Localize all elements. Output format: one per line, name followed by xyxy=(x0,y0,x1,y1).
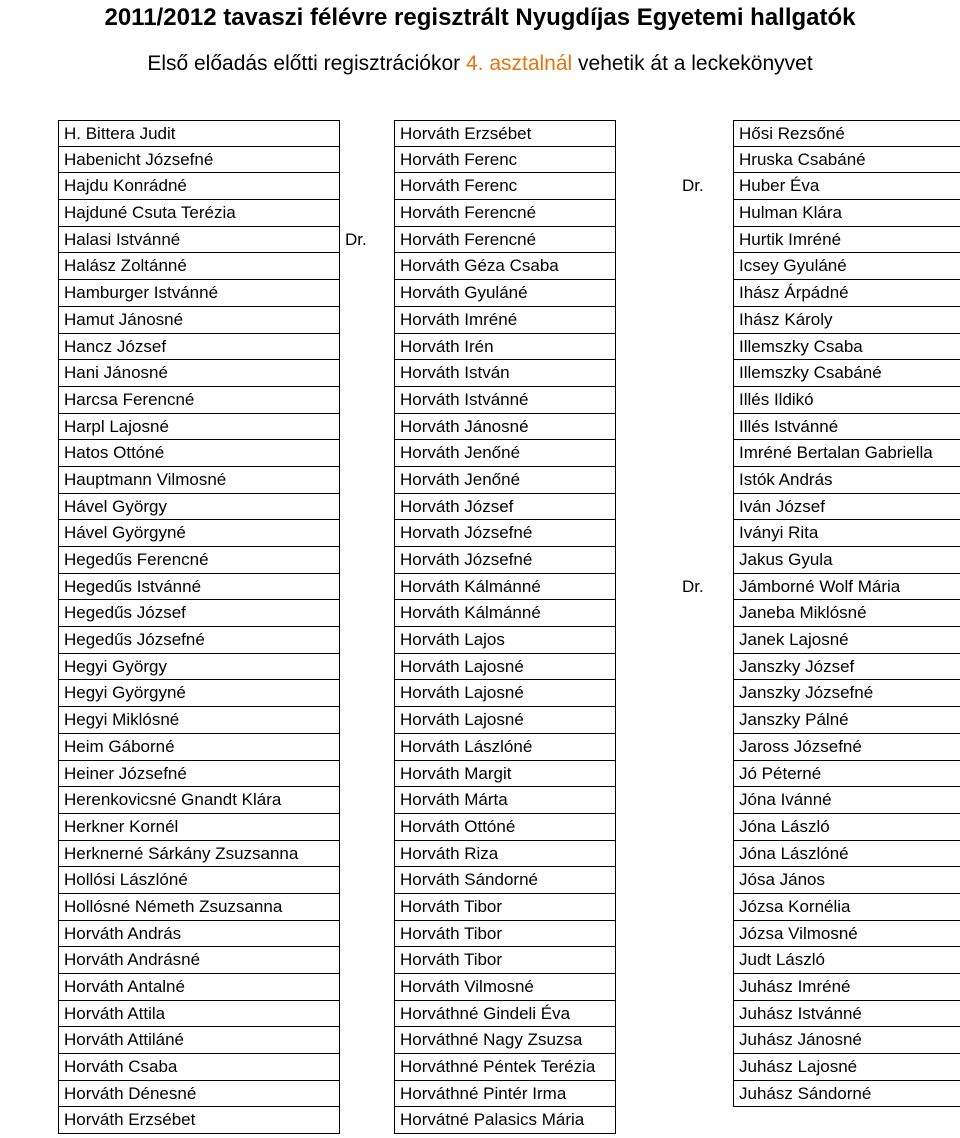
list-item: Horváth Ferenc xyxy=(394,173,616,200)
list-item: Horváth József xyxy=(394,494,616,521)
list-item: Horváth Erzsébet xyxy=(394,120,616,147)
list-item: Ihász Árpádné xyxy=(733,280,960,307)
list-item: Horváth Ottóné xyxy=(394,814,616,841)
list-item: Horváth Lajosné xyxy=(394,680,616,707)
list-item: Hajdu Konrádné xyxy=(58,173,340,200)
list-item: Janszky József xyxy=(733,654,960,681)
list-item: H. Bittera Judit xyxy=(58,120,340,147)
list-item: Jóna Ivánné xyxy=(733,787,960,814)
list-item: Horváth Tibor xyxy=(394,921,616,948)
list-item: Jóna Lászlóné xyxy=(733,841,960,868)
page-subtitle xyxy=(0,50,960,78)
list-item: Hegyi Györgyné xyxy=(58,680,340,707)
prefix-column-2 xyxy=(341,120,379,1136)
list-item: Horvátné Palasics Mária xyxy=(394,1107,616,1134)
list-item: Józsa Vilmosné xyxy=(733,921,960,948)
list-item: Jámborné Wolf Mária xyxy=(733,574,960,601)
list-item: Horváth Riza xyxy=(394,841,616,868)
title-prefix: Dr. xyxy=(682,176,704,196)
page-title: 2011/2012 tavaszi félévre regisztrált Nyugdíjas Egyetemi hallgatók xyxy=(104,4,856,31)
list-item: Hauptmann Vilmosné xyxy=(58,467,340,494)
list-item: Horvath Józsefné xyxy=(394,520,616,547)
list-item: Horváth Kálmánné xyxy=(394,574,616,601)
subtitle-highlight: 4. asztalnál xyxy=(465,52,573,75)
list-item: Jó Péterné xyxy=(733,761,960,788)
title-prefix: Dr. xyxy=(682,576,704,596)
list-item: Horváth Tibor xyxy=(394,947,616,974)
list-item: Hamut Jánosné xyxy=(58,307,340,334)
list-item: Horváth Vilmosné xyxy=(394,974,616,1001)
list-item: Heim Gáborné xyxy=(58,734,340,761)
list-item: Horváth Csaba xyxy=(58,1054,340,1081)
list-item: Huber Éva xyxy=(733,173,960,200)
name-list xyxy=(394,120,616,1134)
list-item: Imréné Bertalan Gabriella xyxy=(733,440,960,467)
list-item: Józsa Kornélia xyxy=(733,894,960,921)
list-item: Hegedűs Istvánné xyxy=(58,574,340,601)
subtitle-text-before: Első előadás előtti regisztrációkor xyxy=(147,52,466,75)
list-item: Horváth Irén xyxy=(394,334,616,361)
name-list xyxy=(58,120,340,1134)
list-item: Horváthné Pintér Irma xyxy=(394,1081,616,1108)
list-item: Horváth Attiláné xyxy=(58,1027,340,1054)
list-item: Horváth Kálmánné xyxy=(394,600,616,627)
list-item: Horváth Lajosné xyxy=(394,707,616,734)
list-item: Horváth István xyxy=(394,360,616,387)
list-item: Janeba Miklósné xyxy=(733,600,960,627)
list-item: Herenkovicsné Gnandt Klára xyxy=(58,787,340,814)
list-item: Hatos Ottóné xyxy=(58,440,340,467)
list-item: Hegedűs Józsefné xyxy=(58,627,340,654)
list-item: Hruska Csabáné xyxy=(733,147,960,174)
list-item: Horváth Ferenc xyxy=(394,147,616,174)
list-item: Judt László xyxy=(733,947,960,974)
prefix-column-3 xyxy=(678,120,716,1136)
list-item: Iványi Rita xyxy=(733,520,960,547)
list-item: Horváthné Péntek Terézia xyxy=(394,1054,616,1081)
list-item: Hegyi Miklósné xyxy=(58,707,340,734)
list-item: Juhász Istvánné xyxy=(733,1001,960,1028)
list-item: Horváth Jenőné xyxy=(394,467,616,494)
list-item: Horváth Imréné xyxy=(394,307,616,334)
list-item: Horváth Sándorné xyxy=(394,867,616,894)
list-item: Horváth Lajos xyxy=(394,627,616,654)
list-item: Hollósi Lászlóné xyxy=(58,867,340,894)
list-item: Janszky Pálné xyxy=(733,707,960,734)
list-item: Horváth Erzsébet xyxy=(58,1107,340,1134)
list-item: Juhász Imréné xyxy=(733,974,960,1001)
list-item: Jósa János xyxy=(733,867,960,894)
subtitle-text-after: vehetik át a leckekönyvet xyxy=(572,52,813,75)
list-item: Jaross Józsefné xyxy=(733,734,960,761)
list-item: Illemszky Csaba xyxy=(733,334,960,361)
list-item: Halász Zoltánné xyxy=(58,253,340,280)
name-column-2 xyxy=(394,120,616,1134)
list-item: Horváth Dénesné xyxy=(58,1081,340,1108)
list-item: Janek Lajosné xyxy=(733,627,960,654)
list-item: Juhász Lajosné xyxy=(733,1054,960,1081)
list-item: Horváth Géza Csaba xyxy=(394,253,616,280)
list-item: Heiner Józsefné xyxy=(58,761,340,788)
list-item: Hani Jánosné xyxy=(58,360,340,387)
title-prefix: Dr. xyxy=(345,229,367,249)
list-item: Hável György xyxy=(58,494,340,521)
list-item: Hancz József xyxy=(58,334,340,361)
name-column-1 xyxy=(58,120,340,1134)
list-item: Hulman Klára xyxy=(733,200,960,227)
list-item: Hegedűs József xyxy=(58,600,340,627)
list-item: Horváth Ferencné xyxy=(394,227,616,254)
list-item: Hamburger Istvánné xyxy=(58,280,340,307)
list-item: Ihász Károly xyxy=(733,307,960,334)
list-item: Horváth Lászlóné xyxy=(394,734,616,761)
list-item: Icsey Gyuláné xyxy=(733,253,960,280)
list-item: Horváth Józsefné xyxy=(394,547,616,574)
list-item: Hável Györgyné xyxy=(58,520,340,547)
list-item: Jakus Gyula xyxy=(733,547,960,574)
list-item: Horváth Andrásné xyxy=(58,947,340,974)
list-item: Illemszky Csabáné xyxy=(733,360,960,387)
list-item: Hősi Rezsőné xyxy=(733,120,960,147)
list-item: Habenicht Józsefné xyxy=(58,147,340,174)
list-item: Horváthné Nagy Zsuzsa xyxy=(394,1027,616,1054)
list-item: Herkner Kornél xyxy=(58,814,340,841)
list-item: Iván József xyxy=(733,494,960,521)
list-item: Horváth Márta xyxy=(394,787,616,814)
list-item: Harpl Lajosné xyxy=(58,414,340,441)
list-item: Horváth Lajosné xyxy=(394,654,616,681)
list-item: Horváth Antalné xyxy=(58,974,340,1001)
list-item: Juhász Jánosné xyxy=(733,1027,960,1054)
list-item: Hurtik Imréné xyxy=(733,227,960,254)
list-item: Horváth Ferencné xyxy=(394,200,616,227)
list-item: Herknerné Sárkány Zsuzsanna xyxy=(58,841,340,868)
list-item: Juhász Sándorné xyxy=(733,1081,960,1108)
list-item: Janszky Józsefné xyxy=(733,680,960,707)
list-item: Hegyi György xyxy=(58,654,340,681)
list-item: Horváth Gyuláné xyxy=(394,280,616,307)
list-item: Hollósné Németh Zsuzsanna xyxy=(58,894,340,921)
list-item: Illés Istvánné xyxy=(733,414,960,441)
list-item: Hegedűs Ferencné xyxy=(58,547,340,574)
list-item: Horváth Jánosné xyxy=(394,414,616,441)
name-column-3 xyxy=(733,120,960,1107)
list-item: Halasi Istvánné xyxy=(58,227,340,254)
list-item: Horváth Tibor xyxy=(394,894,616,921)
list-item: Jóna László xyxy=(733,814,960,841)
name-list xyxy=(733,120,960,1107)
list-item: Horváth András xyxy=(58,921,340,948)
list-item: Istók András xyxy=(733,467,960,494)
list-item: Horváth Attila xyxy=(58,1001,340,1028)
list-item: Horváthné Gindeli Éva xyxy=(394,1001,616,1028)
list-item: Horváth Jenőné xyxy=(394,440,616,467)
list-item: Hajduné Csuta Terézia xyxy=(58,200,340,227)
list-item: Harcsa Ferencné xyxy=(58,387,340,414)
list-item: Illés Ildikó xyxy=(733,387,960,414)
list-item: Horváth Istvánné xyxy=(394,387,616,414)
list-item: Horváth Margit xyxy=(394,761,616,788)
